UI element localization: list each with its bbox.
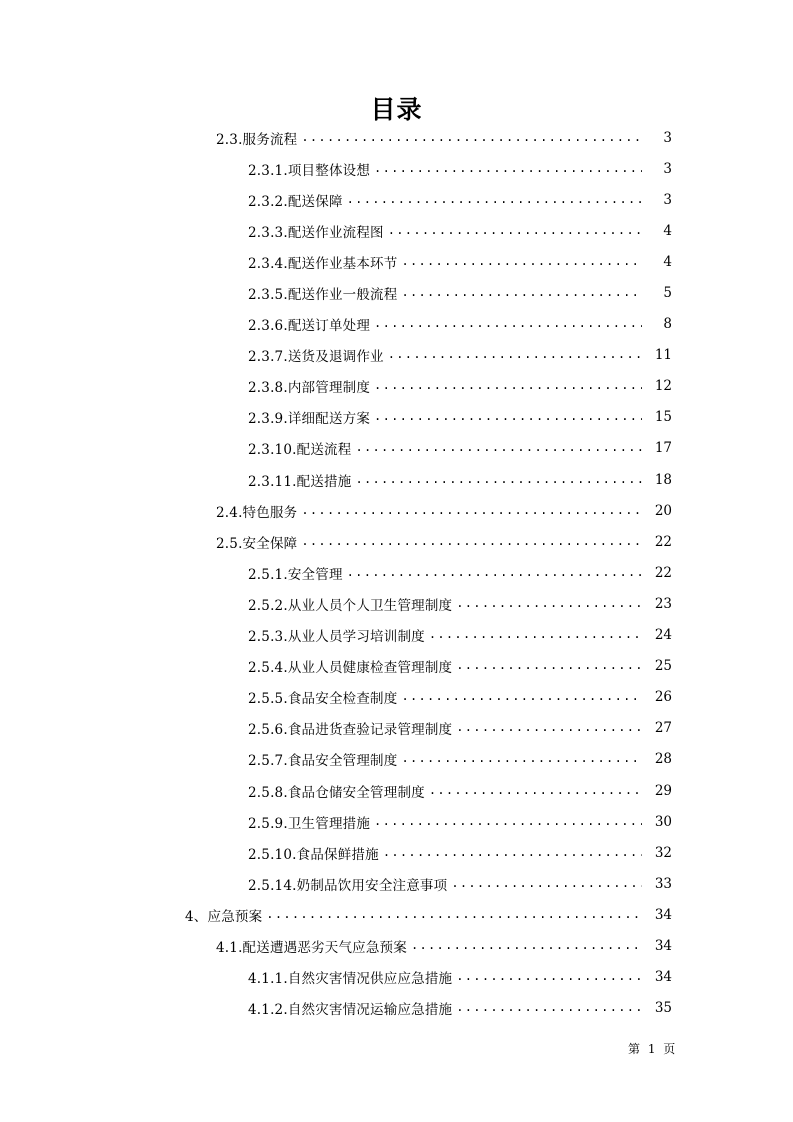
toc-dot-leader	[388, 347, 642, 361]
toc-dot-leader	[411, 938, 642, 952]
toc-entry[interactable]	[0, 526, 793, 557]
toc-entry-label: 2.3.5.配送作业一般流程	[248, 287, 398, 304]
toc-dot-leader	[456, 720, 642, 734]
toc-entry-label: 4.1.2.自然灾害情况运输应急措施	[248, 1002, 453, 1019]
toc-entry-label: 2.3.3.配送作业流程图	[248, 224, 384, 241]
toc-entry-page: 28	[654, 751, 672, 768]
toc-entry-page: 35	[654, 1000, 672, 1017]
toc-entry-label: 2.5.5.食品安全检查制度	[248, 691, 398, 708]
toc-entry-page: 34	[654, 906, 672, 923]
toc-entry-label: 2.3.服务流程	[216, 131, 298, 148]
toc-entry-page: 25	[654, 658, 672, 675]
toc-entry-page: 20	[654, 502, 672, 519]
toc-dot-leader	[429, 627, 642, 641]
toc-entry[interactable]	[0, 557, 793, 588]
toc-entry-page: 3	[663, 129, 672, 146]
toc-entry-page: 34	[654, 969, 672, 986]
toc-entry[interactable]	[0, 153, 793, 184]
toc-entry-label: 4、应急预案	[185, 908, 263, 925]
toc-entry-page: 33	[654, 875, 672, 892]
toc-dot-leader	[456, 596, 642, 610]
toc-entry[interactable]	[0, 837, 793, 868]
toc-entry-page: 29	[654, 782, 672, 799]
toc-entry-page: 8	[663, 316, 672, 333]
toc-dot-leader	[401, 285, 642, 299]
toc-dot-leader	[355, 472, 642, 486]
toc-entry-page: 18	[654, 471, 672, 488]
toc-entry[interactable]	[0, 682, 793, 713]
toc-entry-label: 2.4.特色服务	[216, 504, 298, 521]
toc-entry[interactable]	[0, 277, 793, 308]
toc-entry-page: 11	[654, 347, 672, 364]
toc-entry-page: 23	[654, 595, 672, 612]
toc-entry-label: 2.5.7.食品安全管理制度	[248, 753, 398, 770]
toc-entry[interactable]	[0, 868, 793, 899]
toc-entry-label: 2.3.11.配送措施	[248, 473, 352, 490]
toc-entry[interactable]	[0, 246, 793, 277]
toc-entry-page: 27	[654, 720, 672, 737]
toc-entry[interactable]	[0, 962, 793, 993]
toc-entry[interactable]	[0, 651, 793, 682]
toc-dot-leader	[401, 254, 642, 268]
toc-entry-page: 3	[663, 191, 672, 208]
toc-entry-page: 32	[654, 844, 672, 861]
toc-dot-leader	[451, 876, 642, 890]
toc-entry[interactable]	[0, 402, 793, 433]
toc-entry-page: 4	[663, 222, 672, 239]
toc-dot-leader	[374, 378, 642, 392]
toc-dot-leader	[355, 440, 642, 454]
toc-entry[interactable]	[0, 184, 793, 215]
toc-entry-page: 30	[654, 813, 672, 830]
toc-entry[interactable]	[0, 744, 793, 775]
toc-dot-leader	[456, 658, 642, 672]
toc-entry-page: 22	[654, 564, 672, 581]
toc-entry[interactable]	[0, 588, 793, 619]
toc-entry-label: 2.5.6.食品进货查验记录管理制度	[248, 722, 453, 739]
toc-entry-label: 2.5.4.从业人员健康检查管理制度	[248, 660, 453, 677]
toc-dot-leader	[347, 565, 642, 579]
toc-entry[interactable]	[0, 806, 793, 837]
toc-entry-label: 2.3.6.配送订单处理	[248, 318, 371, 335]
toc-entry[interactable]	[0, 464, 793, 495]
toc-dot-leader	[266, 907, 642, 921]
toc-entry-label: 2.5.2.从业人员个人卫生管理制度	[248, 597, 453, 614]
toc-entry[interactable]	[0, 309, 793, 340]
toc-dot-leader	[401, 751, 642, 765]
toc-entry-page: 15	[654, 409, 672, 426]
toc-entry[interactable]	[0, 340, 793, 371]
toc-entry-page: 34	[654, 937, 672, 954]
toc-dot-leader	[388, 223, 642, 237]
toc-entry-page: 12	[654, 378, 672, 395]
toc-entry-page: 3	[663, 160, 672, 177]
toc-entry[interactable]	[0, 495, 793, 526]
toc-entry[interactable]	[0, 993, 793, 1024]
toc-entry-label: 2.5.1.安全管理	[248, 566, 343, 583]
toc-dot-leader	[401, 689, 642, 703]
toc-entry-page: 22	[654, 533, 672, 550]
toc-dot-leader	[301, 503, 642, 517]
toc-dot-leader	[456, 969, 642, 983]
toc-entry-label: 4.1.配送遭遇恶劣天气应急预案	[216, 939, 407, 956]
toc-entry-label: 2.3.9.详细配送方案	[248, 411, 371, 428]
toc-dot-leader	[374, 409, 642, 423]
toc-dot-leader	[456, 1000, 642, 1014]
toc-entry[interactable]	[0, 215, 793, 246]
toc-entry-page: 5	[663, 285, 672, 302]
toc-entry-label: 2.5.10.食品保鲜措施	[248, 846, 379, 863]
toc-dot-leader	[429, 783, 642, 797]
toc-dot-leader	[374, 316, 642, 330]
toc-entry-label: 2.5.8.食品仓储安全管理制度	[248, 784, 425, 801]
toc-entry[interactable]	[0, 775, 793, 806]
toc-entry-label: 2.5.9.卫生管理措施	[248, 815, 371, 832]
toc-entry-page: 4	[663, 253, 672, 270]
table-of-contents	[0, 122, 793, 1024]
toc-entry-label: 2.5.14.奶制品饮用安全注意事项	[248, 877, 448, 894]
toc-entry[interactable]	[0, 713, 793, 744]
page-number-footer: 第 1 页	[628, 1042, 678, 1056]
toc-entry-label: 2.3.1.项目整体设想	[248, 162, 371, 179]
toc-entry-label: 2.5.安全保障	[216, 535, 298, 552]
toc-entry-page: 26	[654, 689, 672, 706]
toc-dot-leader	[301, 130, 642, 144]
toc-entry[interactable]	[0, 620, 793, 651]
toc-entry-label: 2.3.4.配送作业基本环节	[248, 255, 398, 272]
toc-dot-leader	[347, 192, 642, 206]
toc-dot-leader	[383, 845, 642, 859]
toc-entry-label: 2.3.7.送货及退调作业	[248, 349, 384, 366]
page-title: 目录	[370, 95, 423, 124]
toc-dot-leader	[374, 814, 642, 828]
toc-entry-label: 4.1.1.自然灾害情况供应应急措施	[248, 971, 453, 988]
toc-dot-leader	[301, 534, 642, 548]
toc-entry[interactable]	[0, 122, 793, 153]
toc-entry-label: 2.5.3.从业人员学习培训制度	[248, 629, 425, 646]
toc-dot-leader	[374, 161, 642, 175]
toc-entry-label: 2.3.10.配送流程	[248, 442, 352, 459]
toc-entry-label: 2.3.2.配送保障	[248, 193, 343, 210]
toc-entry-page: 24	[654, 627, 672, 644]
toc-entry[interactable]	[0, 899, 793, 930]
toc-entry[interactable]	[0, 371, 793, 402]
toc-entry[interactable]	[0, 930, 793, 961]
toc-entry[interactable]	[0, 433, 793, 464]
toc-entry-page: 17	[654, 440, 672, 457]
toc-entry-label: 2.3.8.内部管理制度	[248, 380, 371, 397]
